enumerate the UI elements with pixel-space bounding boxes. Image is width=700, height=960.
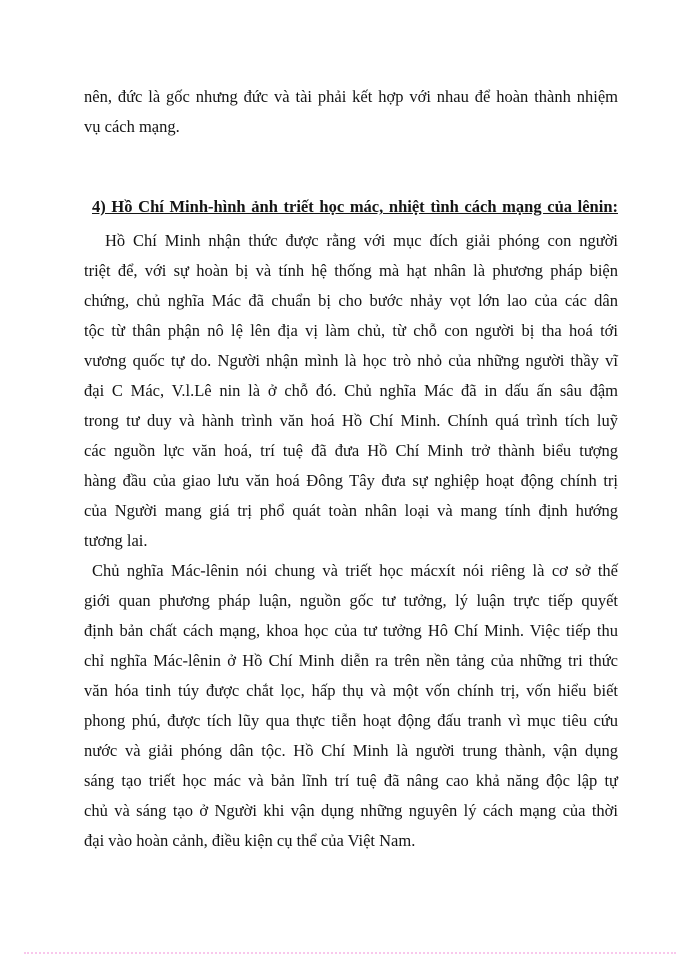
text-line: hàng đầu của giao lưu văn hoá Đông Tây đưa sự nghiệp hoạt động chính trị <box>84 471 618 490</box>
text-line: tộc từ thân phận nô lệ lên địa vị làm chủ, từ chỗ con người bị tha hoá tới <box>84 321 618 340</box>
text-line: chủ và sáng tạo ở Người khi vận dụng những nguyên lý cách mạng của thời <box>84 801 618 820</box>
text-line: giới quan phương pháp luận, nguồn gốc tư tưởng, lý luận trực tiếp quyết <box>84 591 618 610</box>
text-line: trong tư duy và hành trình văn hoá Hồ Chí Minh. Chính quá trình tích luỹ <box>84 411 618 430</box>
text-line: nước và giải phóng dân tộc. Hồ Chí Minh là người trung thành, vận dụng <box>84 741 618 760</box>
paragraph-1 <box>84 226 618 556</box>
section-heading <box>84 192 618 222</box>
text-line: tương lai. <box>84 531 148 550</box>
text-line: phong phú, được tích lũy qua thực tiễn hoạt động đấu tranh vì mục tiêu cứu <box>84 711 618 730</box>
text-line: các nguồn lực văn hoá, trí tuệ đã đưa Hồ Chí Minh trở thành biểu tượng <box>84 441 618 460</box>
text-line: văn hóa tinh túy được chắt lọc, hấp thụ và một vốn chính trị, vốn hiểu biết <box>84 681 618 700</box>
text-line: chỉ nghĩa Mác-lênin ở Hồ Chí Minh diễn ra trên nền tảng của những tri thức <box>84 651 618 670</box>
page-boundary-dotted-line <box>24 952 676 954</box>
document-text-block <box>84 82 618 856</box>
section-heading-text: 4) Hồ Chí Minh-hình ảnh triết học mác, nhiệt tình cách mạng của lênin: <box>92 197 618 216</box>
text-line: định bản chất cách mạng, khoa học của tư tưởng Hô Chí Minh. Việc tiếp thu <box>84 621 618 640</box>
paragraph-2 <box>84 556 618 856</box>
text-line: của Người mang giá trị phổ quát toàn nhân loại và mang tính định hướng <box>84 501 618 520</box>
text-line: đại C Mác, V.l.Lê nin là ở chỗ đó. Chủ nghĩa Mác đã in dấu ấn sâu đậm <box>84 381 618 400</box>
text-line: chứng, chủ nghĩa Mác đã chuẩn bị cho bước nhảy vọt lớn lao của các dân <box>84 291 618 310</box>
paragraph-intro <box>84 82 618 142</box>
text-line: Hồ Chí Minh nhận thức được rằng với mục đích giải phóng con người <box>105 231 618 250</box>
text-line: đại vào hoàn cảnh, điều kiện cụ thể của Việt Nam. <box>84 831 416 850</box>
text-line: Chủ nghĩa Mác-lênin nói chung và triết học mácxít nói riêng là cơ sở thế <box>92 561 618 580</box>
text-line: nên, đức là gốc nhưng đức và tài phải kết hợp với nhau để hoàn thành nhiệm <box>84 87 618 106</box>
text-line: triệt để, với sự hoàn bị và tính hệ thống mà hạt nhân là phương pháp biện <box>84 261 618 280</box>
text-line: vương quốc tự do. Người nhận mình là học trò nhỏ của những người thầy vĩ <box>84 351 618 370</box>
text-line: sáng tạo triết học mác và bản lĩnh trí tuệ đã nâng cao khả năng độc lập tự <box>84 771 618 790</box>
text-line: vụ cách mạng. <box>84 117 180 136</box>
